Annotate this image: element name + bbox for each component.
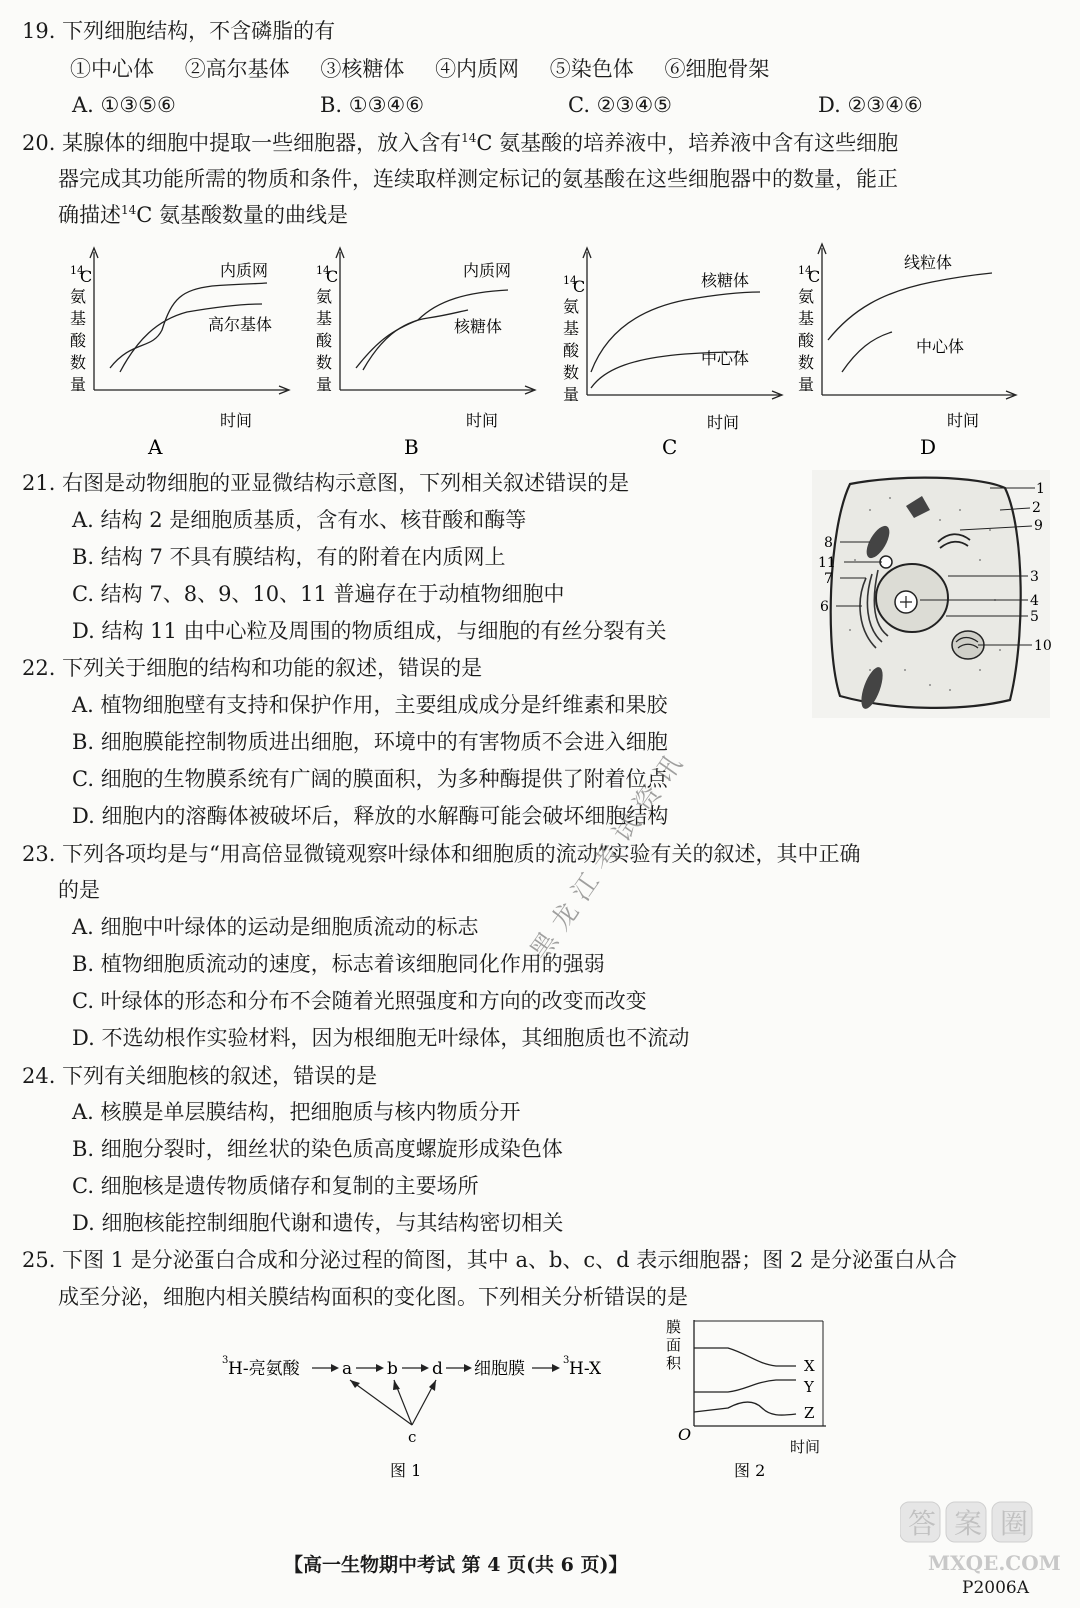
x-label: 时间 (790, 1438, 821, 1456)
label-lower: 高尔基体 (208, 315, 273, 334)
y-label-sup: 14 (316, 264, 330, 277)
logo-sub: MXQE.COM (928, 1551, 1061, 1575)
flow-start: H-亮氨酸 (228, 1359, 300, 1379)
label-lower: 核糖体 (454, 317, 503, 336)
q22-option-b: B. 细胞膜能控制物质进出细胞，环境中的有害物质不会进入细胞 (72, 730, 668, 754)
q20-text: C 氨基酸数量的曲线是 (136, 203, 349, 227)
y-label-char: 氨 (798, 287, 815, 306)
q19-option-b: B. ①③④⑥ (320, 93, 425, 117)
q22-stem: 22. 下列关于细胞的结构和功能的叙述，错误的是 (22, 656, 483, 680)
q19-item: ②高尔基体 (184, 57, 290, 81)
q19-stem: 19. 下列细胞结构，不含磷脂的有 (22, 19, 336, 43)
curve-y (694, 1380, 796, 1392)
q21-option-c: C. 结构 7、8、9、10、11 普遍存在于动植物细胞中 (72, 582, 565, 606)
cell-label: 10 (1034, 638, 1052, 654)
q23-option-c: C. 叶绿体的形态和分布不会随着光照强度和方向的改变而改变 (72, 989, 647, 1013)
q23-option-a: A. 细胞中叶绿体的运动是细胞质流动的标志 (72, 915, 479, 939)
y-label-char: 膜 (666, 1318, 682, 1336)
label-upper: 内质网 (220, 261, 269, 280)
y-label-char: 基 (563, 319, 580, 338)
y-label-char: 量 (798, 375, 815, 394)
cell-label: 1 (1036, 481, 1045, 497)
origin-label: O (678, 1425, 692, 1444)
q24-stem: 24. 下列有关细胞核的叙述，错误的是 (22, 1064, 378, 1088)
y-label-char: 酸 (316, 331, 333, 350)
q23-option-d: D. 不选幼根作实验材料，因为根细胞无叶绿体，其细胞质也不流动 (72, 1026, 690, 1050)
q19-item: ①中心体 (70, 57, 154, 81)
q19-item: ⑤染色体 (549, 57, 634, 81)
q21-stem: 21. 右图是动物细胞的亚显微结构示意图，下列相关叙述错误的是 (22, 471, 630, 495)
q19-item: ⑥细胞骨架 (664, 57, 770, 81)
q24-option-b: B. 细胞分裂时，细丝状的染色质高度螺旋形成染色体 (72, 1137, 563, 1161)
site-logo (900, 1500, 1070, 1584)
animal-cell-diagram (810, 470, 1060, 724)
figure-2-membrane-area (658, 1316, 858, 1485)
q20-text: 20. 某腺体的细胞中提取一些细胞器，放入含有 (22, 131, 462, 155)
logo-wordmark: 答案圈 (908, 1507, 1047, 1540)
arrow-head (552, 1364, 560, 1372)
y-label-char: 酸 (563, 341, 580, 360)
q21-option-a: A. 结构 2 是细胞质基质，含有水、核苷酸和酶等 (72, 508, 527, 532)
y-label-char: 基 (798, 309, 815, 328)
q25-stem-line2: 成至分泌，细胞内相关膜结构面积的变化图。下列相关分析错误的是 (58, 1285, 688, 1309)
y-label-char: 量 (70, 375, 87, 394)
y-label-c: C (80, 267, 93, 286)
curve-z (694, 1402, 796, 1415)
isotope-mass: 14 (461, 131, 477, 145)
y-label-char: 数 (70, 353, 87, 372)
q20-stem-line1 (22, 129, 898, 157)
q20-stem-line3 (58, 201, 348, 229)
flow-node: 细胞膜 (474, 1359, 525, 1379)
arrow-head (331, 1364, 339, 1372)
q20-stem-line2: 器完成其功能所需的物质和条件，连续取样测定标记的氨基酸在这些细胞器中的数量，能正 (58, 167, 898, 191)
y-label-c: C (573, 277, 586, 296)
arrow-head (421, 1364, 429, 1372)
q19-option-a: A. ①③⑤⑥ (72, 93, 176, 117)
graph-a (62, 240, 292, 469)
q23-option-b: B. 植物细胞质流动的速度，标志着该细胞同化作用的强弱 (72, 952, 605, 976)
curve-lower (363, 310, 468, 370)
cell-label: 9 (1034, 518, 1043, 534)
cell-label: 6 (820, 599, 829, 615)
curve-upper (828, 273, 992, 340)
q19-option-d: D. ②③④⑥ (818, 93, 923, 117)
watermark-text: 黑龙江考试资讯 (524, 742, 695, 966)
exam-code: P2006A (962, 1578, 1029, 1598)
y-label-c: C (326, 267, 339, 286)
q22-option-a: A. 植物细胞壁有支持和保护作用，主要组成成分是纤维素和果胶 (72, 693, 668, 717)
graph-d (792, 240, 1022, 469)
cell-label: 11 (818, 555, 836, 571)
y-label-char: 基 (316, 309, 333, 328)
curve-label: X (804, 1357, 815, 1375)
flow-source: c (408, 1428, 417, 1446)
y-label-char: 数 (563, 363, 580, 382)
graph-letter: C (662, 435, 678, 459)
figure-caption: 图 1 (390, 1461, 422, 1480)
cell-label: 5 (1030, 609, 1039, 625)
y-label-char: 氨 (563, 297, 580, 316)
figure-caption: 图 2 (734, 1461, 766, 1480)
graph-letter: B (404, 435, 419, 459)
isotope-sup: 3 (222, 1355, 229, 1366)
y-label-char: 基 (70, 309, 87, 328)
cell-label: 4 (1030, 593, 1039, 609)
y-label-sup: 14 (798, 264, 812, 277)
flow-node: a (342, 1359, 353, 1379)
q19-option-c: C. ②③④⑤ (568, 93, 672, 117)
x-label: 时间 (466, 411, 499, 430)
isotope-sup: 3 (563, 1355, 570, 1366)
graph-b (308, 240, 538, 469)
curve-lower (842, 332, 892, 372)
figure-1-flow (222, 1350, 622, 1484)
y-label-char: 量 (563, 385, 580, 404)
arrow-head (376, 1364, 384, 1372)
cell-label: 8 (824, 535, 833, 551)
x-label: 时间 (947, 411, 980, 430)
q23-stem-line1: 23. 下列各项均是与“用高倍显微镜观察叶绿体和细胞质的流动”实验有关的叙述，其中正确 (22, 842, 861, 866)
y-label-char: 酸 (798, 331, 815, 350)
q24-option-a: A. 核膜是单层膜结构，把细胞质与核内物质分开 (72, 1100, 521, 1124)
q21-option-d: D. 结构 11 由中心粒及周围的物质组成，与细胞的有丝分裂有关 (72, 619, 667, 643)
flow-node: b (387, 1359, 398, 1379)
arrow-head (429, 1380, 436, 1391)
q21-option-b: B. 结构 7 不具有膜结构，有的附着在内质网上 (72, 545, 506, 569)
y-label-char: 氨 (316, 287, 333, 306)
curve-label: Z (804, 1404, 815, 1422)
q24-option-c: C. 细胞核是遗传物质储存和复制的主要场所 (72, 1174, 479, 1198)
y-label-sup: 14 (563, 274, 577, 287)
graph-c (555, 240, 785, 469)
q24-option-d: D. 细胞核能控制细胞代谢和遗传，与其结构密切相关 (72, 1211, 564, 1235)
x-label: 时间 (220, 411, 253, 430)
page-footer: 【高一生物期中考试 第 4 页(共 6 页)】 (284, 1554, 628, 1576)
label-upper: 内质网 (463, 261, 512, 280)
cell-label: 3 (1030, 569, 1039, 585)
label-lower: 中心体 (916, 337, 965, 356)
q20-text: 确描述 (58, 203, 121, 227)
y-label-char: 数 (798, 353, 815, 372)
flow-end: H-X (569, 1359, 602, 1379)
q20-text: C 氨基酸的培养液中，培养液中含有这些细胞 (476, 131, 899, 155)
label-upper: 线粒体 (904, 253, 953, 272)
q19-item: ④内质网 (435, 57, 520, 81)
y-label-c: C (808, 267, 821, 286)
q22-option-d: D. 细胞内的溶酶体被破坏后，释放的水解酶可能会破坏细胞结构 (72, 804, 669, 828)
y-label-sup: 14 (70, 264, 84, 277)
x-label: 时间 (707, 413, 740, 432)
y-label-char: 酸 (70, 331, 87, 350)
q25-stem-line1: 25. 下图 1 是分泌蛋白合成和分泌过程的简图，其中 a、b、c、d 表示细胞器；图 2 是分泌蛋白从合 (22, 1248, 958, 1272)
graph-letter: A (148, 435, 163, 459)
q19-item: ③核糖体 (320, 57, 405, 81)
y-label-char: 面 (666, 1336, 682, 1354)
y-label-char: 量 (316, 375, 333, 394)
y-label-char: 氨 (70, 287, 87, 306)
q19-items (70, 55, 769, 83)
cell-label: 7 (824, 571, 833, 587)
y-label-char: 积 (666, 1354, 682, 1372)
q23-stem-line2: 的是 (58, 878, 100, 902)
curve-x (694, 1348, 796, 1366)
label-upper: 核糖体 (701, 271, 750, 290)
q22-option-c: C. 细胞的生物膜系统有广阔的膜面积，为多种酶提供了附着位点 (72, 767, 668, 791)
cell-label: 2 (1032, 500, 1041, 516)
arrow-head (464, 1364, 472, 1372)
curve-label: Y (804, 1378, 814, 1396)
flow-node: d (432, 1359, 443, 1379)
label-lower: 中心体 (701, 349, 750, 368)
isotope-mass: 14 (121, 203, 137, 217)
graph-letter: D (920, 435, 937, 459)
y-label-char: 数 (316, 353, 333, 372)
arrow-head (393, 1380, 400, 1390)
